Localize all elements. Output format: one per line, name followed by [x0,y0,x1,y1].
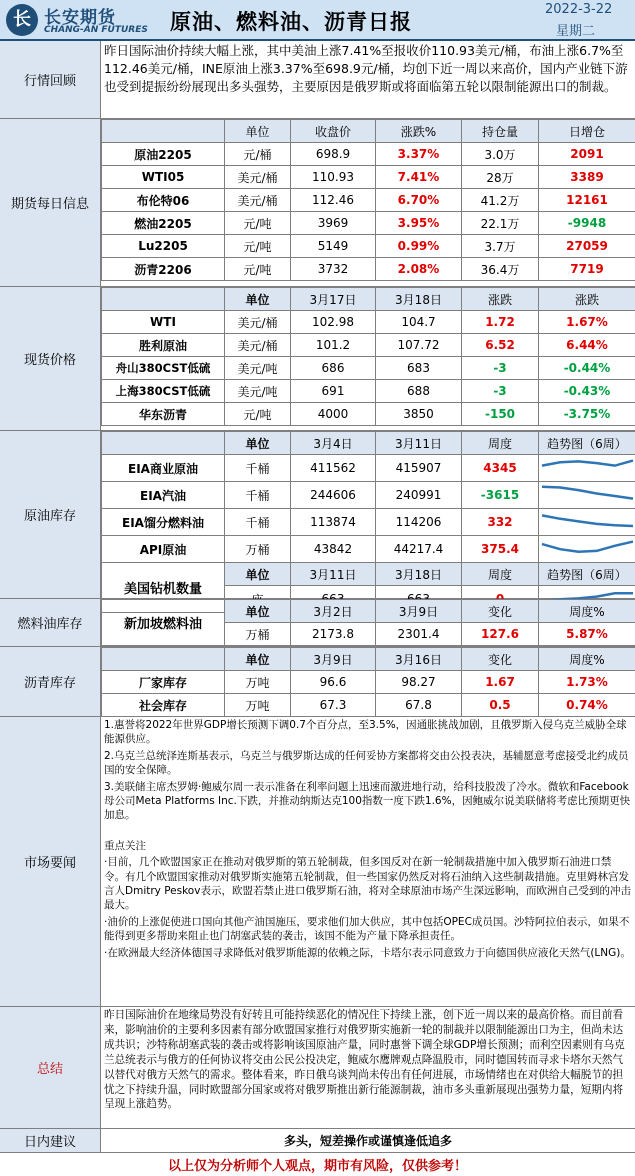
futures-table [101,119,635,281]
futures-header: 涨跌% [376,120,462,143]
pct-cell: 1.67% [539,311,635,334]
close-cell: 698.9 [291,143,376,166]
doi-cell: -9948 [539,212,635,235]
oi-cell: 22.1万 [462,212,539,235]
trend-line [542,515,633,526]
asphalt-header-row [102,648,635,671]
price-cell: 4000 [291,403,376,426]
rig-count-name: 美国钻机数量 [102,563,225,613]
summary-section [0,1007,635,1129]
review-label: 行情回顾 [0,41,101,118]
futures-label: 期货每日信息 [0,119,101,286]
change-cell: 2.08% [376,258,462,281]
news-item: ·目前，几个欧盟国家正在推动对俄罗斯的第五轮制裁，但多国反对在新一轮制裁措施中加入俄罗斯石油进口禁令。有几个欧盟国家推动对俄罗斯实施第五轮制裁，但一些国家仍然反对将石油纳入这些制裁措施。克里姆林宫发言人Dmitry Peskov表示，欧盟若禁止进口俄罗斯石油，将对全球原油市场产生深远影响，而欧洲自己受到的冲击最大。 [104,856,631,912]
table-row [102,455,635,482]
trend-line [542,461,633,466]
table-row [102,311,635,334]
report-weekday: 星期二 [556,24,596,39]
rig-header: 趋势图（6周） [539,563,635,586]
report-date: 2022-3-22 [545,2,613,17]
crude-inventory-table [101,431,635,613]
price-cell: 107.72 [376,334,462,357]
review-text: 昨日国际油价持续大幅上涨，其中美油上涨7.41%至报收价110.93美元/桶，布油上涨6.7%至112.46美元/桶，INE原油上涨3.37%至698.9元/桶，均创下近一周以来高价，国内产业链下游也受到提振纷纷展现出多头强势，主要原因是俄罗斯或将面临第五轮以限制能源出口的制裁。 [104,43,628,94]
table-row [102,166,635,189]
close-cell: 5149 [291,235,376,258]
spot-name: 上海380CST低硫 [102,380,225,403]
change-cell: -3 [462,357,539,380]
unit-cell: 美元/桶 [225,166,291,189]
close-cell: 3969 [291,212,376,235]
crude-header: 3月11日 [376,432,462,455]
unit-cell: 美元/桶 [225,334,291,357]
oi-cell: 36.4万 [462,258,539,281]
doi-cell: 7719 [539,258,635,281]
spot-header: 涨跌 [462,288,539,311]
spot-header-row [102,288,635,311]
value-cell: 415907 [376,455,462,482]
spot-section [0,287,635,431]
contract-name: 原油2205 [102,143,225,166]
close-cell: 110.93 [291,166,376,189]
news-item: ·油价的上涨促使进口国向其他产油国施压，要求他们加大供应，其中包括OPEC成员国。沙特阿拉伯表示，如果不能得到更多帮助来阻止也门胡塞武装的袭击，该国不能为产量下降承担责任。 [104,915,630,943]
close-cell: 3732 [291,258,376,281]
table-row [102,694,635,717]
contract-name: 燃油2205 [102,212,225,235]
unit-cell: 美元/吨 [225,380,291,403]
asphalt-name: 社会库存 [102,694,225,717]
change-cell: -3 [462,380,539,403]
value-cell: 67.8 [376,694,462,717]
asphalt-header: 变化 [462,648,539,671]
value-cell: 411562 [291,455,376,482]
unit-cell: 千桶 [225,455,291,482]
disclaimer: 以上仅为分析师个人观点，期市有风险，仅供参考！ [167,1159,467,1174]
spot-header [102,288,225,311]
table-row [102,536,635,563]
crude-header: 趋势图（6周） [539,432,635,455]
value-cell: 114206 [376,509,462,536]
doi-cell: 3389 [539,166,635,189]
unit-cell: 元/吨 [225,235,291,258]
crude-inventory-label: 原油库存 [0,431,101,598]
pct-cell: -3.75% [539,403,635,426]
spot-header: 3月17日 [291,288,376,311]
fuel-header: 变化 [462,600,539,623]
spot-header: 涨跌 [539,288,635,311]
intraday-advice: 多头，短差操作或谨慎逢低追多 [283,1134,452,1148]
trend-sparkline [539,482,635,505]
doi-cell: 12161 [539,189,635,212]
price-cell: 104.7 [376,311,462,334]
asphalt-inventory-section [0,647,635,717]
fuel-inventory-name: 新加坡燃料油 [102,600,225,646]
futures-header [102,120,225,143]
pct-cell: -0.44% [539,357,635,380]
price-cell: 683 [376,357,462,380]
table-row [102,671,635,694]
unit-cell: 千桶 [225,482,291,509]
crude-header [102,432,225,455]
price-cell: 102.98 [291,311,376,334]
spot-table [101,287,635,426]
report-header [0,0,635,41]
trend-cell [539,509,635,536]
spot-label: 现货价格 [0,287,101,430]
value-cell: 67.3 [291,694,376,717]
oi-cell: 41.2万 [462,189,539,212]
trend-sparkline [539,455,635,478]
doi-cell: 2091 [539,143,635,166]
value-cell: 2173.8 [291,623,376,646]
fuel-inventory-label: 燃料油库存 [0,599,101,646]
pct-cell: 6.44% [539,334,635,357]
change-cell: 7.41% [376,166,462,189]
trend-line [542,542,633,552]
table-row [102,357,635,380]
asphalt-header: 3月9日 [291,648,376,671]
pct-cell: 5.87% [539,623,635,646]
unit-cell: 万桶 [225,623,291,646]
table-row [102,334,635,357]
pct-cell: 0.74% [539,694,635,717]
value-cell: 113874 [291,509,376,536]
unit-cell: 万桶 [225,536,291,563]
table-row [102,403,635,426]
fuel-inventory-table [101,599,635,646]
table-row [102,189,635,212]
rig-header: 单位 [225,563,291,586]
intraday-section [0,1129,635,1153]
review-section [0,41,635,119]
change-cell: -150 [462,403,539,426]
news-item: 2.乌克兰总统泽连斯基表示，乌克兰与俄罗斯达成的任何妥协方案都将交由公投表决，基辅愿意考虑接受北约成员国的安全保障。 [104,749,629,777]
table-row [102,380,635,403]
news-item: 3.美联储主席杰罗姆·鲍威尔周一表示准备在利率问题上迅速而激进地行动，给科技股泼了冷水。微软和Facebook母公司Meta Platforms Inc.下跌，并推动纳斯达克100指数一度下跌1.6%，因鲍威尔说美联储将考虑比预期更快加息。 [104,780,631,822]
logo-name-en: CHANG-AN FUTURES [44,25,148,35]
rig-header-row [102,563,635,586]
news-focus-heading: 重点关注 [104,839,146,852]
change-cell: 3.37% [376,143,462,166]
contract-name: 沥青2206 [102,258,225,281]
price-cell: 101.2 [291,334,376,357]
pct-cell: -0.43% [539,380,635,403]
spot-header: 单位 [225,288,291,311]
fuel-header: 周度% [539,600,635,623]
spot-header: 3月18日 [376,288,462,311]
trend-cell [539,536,635,563]
unit-cell: 美元/吨 [225,357,291,380]
change-cell: 375.4 [462,536,539,563]
change-cell: 332 [462,509,539,536]
company-logo [4,3,154,39]
oi-cell: 3.0万 [462,143,539,166]
price-cell: 691 [291,380,376,403]
asphalt-header [102,648,225,671]
rig-header: 周度 [462,563,539,586]
spot-name: 胜利原油 [102,334,225,357]
table-row [102,143,635,166]
value-cell: 98.27 [376,671,462,694]
report-title: 原油、燃料油、沥青日报 [170,10,412,34]
rig-header: 3月11日 [291,563,376,586]
contract-name: 布伦特06 [102,189,225,212]
futures-header-row [102,120,635,143]
value-cell: 240991 [376,482,462,509]
pct-cell: 1.73% [539,671,635,694]
fuel-header: 3月2日 [291,600,376,623]
unit-cell: 元/桶 [225,143,291,166]
logo-icon: 长 [6,4,38,36]
unit-cell: 美元/桶 [225,189,291,212]
trend-sparkline [539,509,635,532]
logo-name-cn: 长安期货 [44,8,116,28]
price-cell: 3850 [376,403,462,426]
contract-name: Lu2205 [102,235,225,258]
spot-name: 华东沥青 [102,403,225,426]
change-cell: 6.70% [376,189,462,212]
price-cell: 688 [376,380,462,403]
table-row [102,509,635,536]
trend-cell [539,455,635,482]
rig-header: 3月18日 [376,563,462,586]
inventory-name: EIA商业原油 [102,455,225,482]
close-cell: 112.46 [291,189,376,212]
change-cell: 1.67 [462,671,539,694]
trend-sparkline [539,536,635,559]
news-label: 市场要闻 [0,717,101,1006]
unit-cell: 元/吨 [225,403,291,426]
asphalt-inventory-label: 沥青库存 [0,647,101,716]
doi-cell: 27059 [539,235,635,258]
crude-header: 3月4日 [291,432,376,455]
news-spacer [101,824,635,838]
unit-cell: 美元/桶 [225,311,291,334]
price-cell: 686 [291,357,376,380]
unit-cell: 万吨 [225,694,291,717]
asphalt-inventory-table [101,647,635,717]
crude-inventory-section [0,431,635,599]
trend-cell [539,482,635,509]
futures-header: 持仓量 [462,120,539,143]
news-item: ·在欧洲最大经济体德国寻求降低对俄罗斯能源的依赖之际，卡塔尔表示同意致力于向德国供应液化天然气(LNG)。 [104,946,631,959]
change-cell: 127.6 [462,623,539,646]
change-cell: 4345 [462,455,539,482]
value-cell: 96.6 [291,671,376,694]
fuel-header: 3月9日 [376,600,462,623]
value-cell: 44217.4 [376,536,462,563]
spot-name: 舟山380CST低硫 [102,357,225,380]
fuel-header: 单位 [225,600,291,623]
value-cell: 43842 [291,536,376,563]
oi-cell: 3.7万 [462,235,539,258]
asphalt-name: 厂家库存 [102,671,225,694]
change-cell: 0.5 [462,694,539,717]
summary-text: 昨日国际油价在地缘局势没有好转且可能持续恶化的情况住下持续上涨，创下近一周以来的最高价格。而目前看来，影响油价的主要利多因素有部分欧盟国家推行对俄罗斯实施新一轮的制裁并以限制能源出口为主，但尚未达成共识；沙特称胡塞武装的袭击或将影响该国原油产量，同时惠誉下调全球GDP增长预测；而利空因素则有乌克兰总统表示与俄方的任何协议将交由公民公投决定，鲍威尔鹰牌观点降温股市，同时德国转而寻求卡塔尔天然气以替代对俄方天然气的需求。整体看来，昨日俄乌谈判尚未传出有任何进展，市场情绪也在对供给大幅脱节的担忧之下持续升温，同时欧盟部分国家或将对俄罗斯推出新行能源制裁，油市多头重新展现出强势力量，短期内将呈现上涨趋势。 [104,1009,625,1111]
change-cell: 6.52 [462,334,539,357]
change-cell: -3615 [462,482,539,509]
crude-header: 周度 [462,432,539,455]
futures-header: 单位 [225,120,291,143]
fuel-inventory-section [0,599,635,647]
unit-cell: 元/吨 [225,212,291,235]
intraday-label: 日内建议 [0,1129,101,1152]
futures-header: 日增仓 [539,120,635,143]
fuel-header-row [102,600,635,623]
news-item: 1.惠誉将2022年世界GDP增长预测下调0.7个百分点，至3.5%，因通胀挑战加剧，且俄罗斯入侵乌克兰威胁全球能源供应。 [104,719,627,746]
change-cell: 0.99% [376,235,462,258]
table-row [102,212,635,235]
change-cell: 3.95% [376,212,462,235]
change-cell: 1.72 [462,311,539,334]
contract-name: WTI05 [102,166,225,189]
table-row [102,482,635,509]
inventory-name: EIA汽油 [102,482,225,509]
asphalt-header: 3月16日 [376,648,462,671]
value-cell: 244606 [291,482,376,509]
unit-cell: 元/吨 [225,258,291,281]
inventory-name: API原油 [102,536,225,563]
table-row [102,235,635,258]
futures-section [0,119,635,287]
trend-line [542,487,633,499]
crude-header: 单位 [225,432,291,455]
oi-cell: 28万 [462,166,539,189]
inventory-name: EIA馏分燃料油 [102,509,225,536]
crude-header-row [102,432,635,455]
spot-name: WTI [102,311,225,334]
table-row [102,258,635,281]
news-section [0,717,635,1007]
summary-label: 总结 [0,1007,101,1128]
asphalt-header: 周度% [539,648,635,671]
value-cell: 2301.4 [376,623,462,646]
futures-header: 收盘价 [291,120,376,143]
asphalt-header: 单位 [225,648,291,671]
unit-cell: 万吨 [225,671,291,694]
unit-cell: 千桶 [225,509,291,536]
